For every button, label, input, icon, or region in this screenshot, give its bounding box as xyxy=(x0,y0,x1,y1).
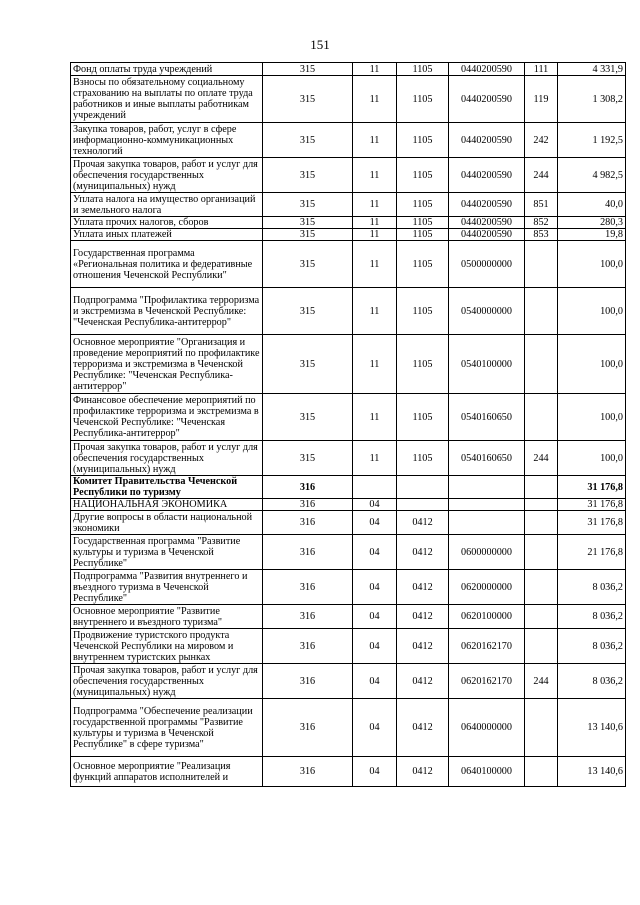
cell-rz: 04 xyxy=(353,605,397,629)
cell-rz: 11 xyxy=(353,288,397,335)
cell-name: Продвижение туристского продукта Чеченской Республики на мировом и внутреннем туристских рынках xyxy=(71,629,263,664)
cell-vr xyxy=(525,629,558,664)
cell-vr xyxy=(525,605,558,629)
cell-name: Подпрограмма "Развития внутреннего и въездного туризма в Чеченской Республике" xyxy=(71,570,263,605)
cell-csr: 0540000000 xyxy=(449,288,525,335)
table-row xyxy=(71,394,626,441)
cell-vr xyxy=(525,570,558,605)
cell-pr: 0412 xyxy=(397,629,449,664)
cell-csr: 0540160650 xyxy=(449,394,525,441)
cell-vr: 244 xyxy=(525,441,558,476)
cell-pr xyxy=(397,476,449,499)
cell-pr: 1105 xyxy=(397,441,449,476)
cell-pr: 1105 xyxy=(397,76,449,123)
cell-vr xyxy=(525,394,558,441)
cell-ved: 316 xyxy=(263,664,353,699)
table-row xyxy=(71,335,626,394)
cell-rz xyxy=(353,476,397,499)
cell-csr xyxy=(449,499,525,511)
cell-pr: 1105 xyxy=(397,335,449,394)
cell-name: Основное мероприятие "Реализация функций аппаратов исполнителей и xyxy=(71,757,263,787)
cell-csr: 0620100000 xyxy=(449,605,525,629)
cell-sum: 8 036,2 xyxy=(558,570,626,605)
table-row xyxy=(71,570,626,605)
cell-name: Взносы по обязательному социальному страхованию на выплаты по оплате труда работников и иные выплаты работникам учреждений xyxy=(71,76,263,123)
cell-rz: 11 xyxy=(353,441,397,476)
cell-ved: 315 xyxy=(263,288,353,335)
cell-pr: 1105 xyxy=(397,217,449,229)
cell-sum: 100,0 xyxy=(558,394,626,441)
cell-csr: 0440200590 xyxy=(449,193,525,217)
cell-ved: 315 xyxy=(263,217,353,229)
cell-csr: 0620162170 xyxy=(449,629,525,664)
cell-sum: 1 192,5 xyxy=(558,123,626,158)
cell-sum: 31 176,8 xyxy=(558,499,626,511)
cell-ved: 315 xyxy=(263,158,353,193)
cell-pr: 1105 xyxy=(397,193,449,217)
cell-csr: 0620000000 xyxy=(449,570,525,605)
cell-rz: 11 xyxy=(353,158,397,193)
cell-vr xyxy=(525,476,558,499)
cell-sum: 31 176,8 xyxy=(558,511,626,535)
cell-ved: 315 xyxy=(263,441,353,476)
cell-csr: 0540160650 xyxy=(449,441,525,476)
table-row xyxy=(71,229,626,241)
cell-sum: 4 982,5 xyxy=(558,158,626,193)
table-row xyxy=(71,76,626,123)
cell-vr: 244 xyxy=(525,158,558,193)
cell-sum: 13 140,6 xyxy=(558,699,626,757)
cell-rz: 11 xyxy=(353,193,397,217)
table-row xyxy=(71,441,626,476)
table-row xyxy=(71,476,626,499)
table-row xyxy=(71,158,626,193)
cell-ved: 316 xyxy=(263,699,353,757)
cell-ved: 316 xyxy=(263,476,353,499)
cell-csr: 0440200590 xyxy=(449,229,525,241)
cell-csr: 0440200590 xyxy=(449,63,525,76)
cell-name: Другие вопросы в области национальной экономики xyxy=(71,511,263,535)
cell-pr: 1105 xyxy=(397,63,449,76)
cell-vr: 242 xyxy=(525,123,558,158)
cell-sum: 8 036,2 xyxy=(558,629,626,664)
cell-rz: 11 xyxy=(353,76,397,123)
cell-pr: 1105 xyxy=(397,241,449,288)
cell-vr xyxy=(525,535,558,570)
cell-name: Фонд оплаты труда учреждений xyxy=(71,63,263,76)
cell-sum: 21 176,8 xyxy=(558,535,626,570)
cell-csr: 0600000000 xyxy=(449,535,525,570)
cell-pr: 0412 xyxy=(397,511,449,535)
cell-vr: 853 xyxy=(525,229,558,241)
cell-ved: 316 xyxy=(263,535,353,570)
cell-rz: 04 xyxy=(353,570,397,605)
cell-pr: 0412 xyxy=(397,535,449,570)
table-row xyxy=(71,193,626,217)
table-row xyxy=(71,535,626,570)
cell-ved: 316 xyxy=(263,511,353,535)
cell-sum: 100,0 xyxy=(558,241,626,288)
cell-csr: 0440200590 xyxy=(449,217,525,229)
cell-sum: 8 036,2 xyxy=(558,605,626,629)
cell-pr: 0412 xyxy=(397,570,449,605)
cell-sum: 8 036,2 xyxy=(558,664,626,699)
table-row xyxy=(71,757,626,787)
table-row xyxy=(71,699,626,757)
cell-csr: 0500000000 xyxy=(449,241,525,288)
cell-vr: 119 xyxy=(525,76,558,123)
cell-rz: 04 xyxy=(353,664,397,699)
cell-vr xyxy=(525,757,558,787)
cell-sum: 19,8 xyxy=(558,229,626,241)
cell-pr xyxy=(397,499,449,511)
cell-rz: 04 xyxy=(353,535,397,570)
table-row xyxy=(71,123,626,158)
cell-rz: 11 xyxy=(353,229,397,241)
table-row xyxy=(71,63,626,76)
cell-name: Подпрограмма "Обеспечение реализации государственной программы "Развитие культуры и туризма в Чеченской Республике" в сфере туризма" xyxy=(71,699,263,757)
cell-pr: 1105 xyxy=(397,158,449,193)
cell-pr: 0412 xyxy=(397,757,449,787)
cell-sum: 31 176,8 xyxy=(558,476,626,499)
cell-name: Уплата налога на имущество организаций и земельного налога xyxy=(71,193,263,217)
table-row xyxy=(71,664,626,699)
cell-rz: 11 xyxy=(353,123,397,158)
table-row xyxy=(71,241,626,288)
cell-rz: 04 xyxy=(353,511,397,535)
cell-ved: 315 xyxy=(263,335,353,394)
cell-name: Финансовое обеспечение мероприятий по профилактике терроризма и экстремизма в Чеченской Республике: "Чеченская Республика-антитеррор" xyxy=(71,394,263,441)
cell-vr: 244 xyxy=(525,664,558,699)
cell-rz: 11 xyxy=(353,63,397,76)
cell-vr xyxy=(525,499,558,511)
cell-name: Подпрограмма "Профилактика терроризма и экстремизма в Чеченской Республике: "Чеченская Республика-антитеррор" xyxy=(71,288,263,335)
cell-csr: 0640000000 xyxy=(449,699,525,757)
cell-vr xyxy=(525,288,558,335)
table-row xyxy=(71,629,626,664)
cell-vr: 111 xyxy=(525,63,558,76)
cell-sum: 280,3 xyxy=(558,217,626,229)
cell-csr: 0440200590 xyxy=(449,123,525,158)
cell-ved: 316 xyxy=(263,570,353,605)
cell-name: Закупка товаров, работ, услуг в сфере информационно-коммуникационных технологий xyxy=(71,123,263,158)
cell-name: Государственная программа «Региональная политика и федеративные отношения Чеченской Республики" xyxy=(71,241,263,288)
cell-csr: 0440200590 xyxy=(449,158,525,193)
cell-ved: 315 xyxy=(263,241,353,288)
cell-ved: 315 xyxy=(263,123,353,158)
table-row xyxy=(71,511,626,535)
cell-vr: 852 xyxy=(525,217,558,229)
cell-vr: 851 xyxy=(525,193,558,217)
cell-pr: 1105 xyxy=(397,229,449,241)
cell-name: Основное мероприятие "Организация и проведение мероприятий по профилактике терроризма и экстремизма в Чеченской Республике: "Чеченская Республика-антитеррор" xyxy=(71,335,263,394)
cell-pr: 0412 xyxy=(397,699,449,757)
cell-ved: 316 xyxy=(263,605,353,629)
cell-sum: 100,0 xyxy=(558,288,626,335)
cell-rz: 11 xyxy=(353,335,397,394)
cell-ved: 315 xyxy=(263,394,353,441)
cell-rz: 04 xyxy=(353,629,397,664)
cell-vr xyxy=(525,335,558,394)
cell-sum: 100,0 xyxy=(558,441,626,476)
budget-table xyxy=(70,62,626,787)
cell-rz: 04 xyxy=(353,699,397,757)
cell-pr: 0412 xyxy=(397,664,449,699)
table-body xyxy=(71,63,626,787)
table-row xyxy=(71,499,626,511)
cell-pr: 1105 xyxy=(397,394,449,441)
cell-sum: 1 308,2 xyxy=(558,76,626,123)
cell-rz: 04 xyxy=(353,499,397,511)
cell-ved: 316 xyxy=(263,499,353,511)
cell-pr: 0412 xyxy=(397,605,449,629)
table-row xyxy=(71,605,626,629)
cell-name: Прочая закупка товаров, работ и услуг для обеспечения государственных (муниципальных) нужд xyxy=(71,441,263,476)
cell-sum: 100,0 xyxy=(558,335,626,394)
cell-pr: 1105 xyxy=(397,288,449,335)
cell-ved: 316 xyxy=(263,757,353,787)
cell-ved: 315 xyxy=(263,229,353,241)
cell-sum: 40,0 xyxy=(558,193,626,217)
cell-name: Уплата иных платежей xyxy=(71,229,263,241)
cell-csr xyxy=(449,511,525,535)
cell-csr: 0640100000 xyxy=(449,757,525,787)
table-row xyxy=(71,288,626,335)
cell-ved: 316 xyxy=(263,629,353,664)
cell-rz: 04 xyxy=(353,757,397,787)
cell-rz: 11 xyxy=(353,394,397,441)
cell-rz: 11 xyxy=(353,217,397,229)
cell-ved: 315 xyxy=(263,76,353,123)
cell-vr xyxy=(525,241,558,288)
cell-ved: 315 xyxy=(263,63,353,76)
cell-csr xyxy=(449,476,525,499)
cell-name: Прочая закупка товаров, работ и услуг для обеспечения государственных (муниципальных) нужд xyxy=(71,158,263,193)
cell-name: Комитет Правительства Чеченской Республики по туризму xyxy=(71,476,263,499)
cell-name: Государственная программа "Развитие культуры и туризма в Чеченской Республике" xyxy=(71,535,263,570)
cell-name: НАЦИОНАЛЬНАЯ ЭКОНОМИКА xyxy=(71,499,263,511)
cell-sum: 4 331,9 xyxy=(558,63,626,76)
cell-pr: 1105 xyxy=(397,123,449,158)
page-number: 151 xyxy=(310,37,330,52)
table-row xyxy=(71,217,626,229)
cell-csr: 0440200590 xyxy=(449,76,525,123)
cell-rz: 11 xyxy=(353,241,397,288)
cell-csr: 0540100000 xyxy=(449,335,525,394)
cell-csr: 0620162170 xyxy=(449,664,525,699)
cell-name: Уплата прочих налогов, сборов xyxy=(71,217,263,229)
cell-ved: 315 xyxy=(263,193,353,217)
cell-vr xyxy=(525,511,558,535)
cell-name: Прочая закупка товаров, работ и услуг для обеспечения государственных (муниципальных) нужд xyxy=(71,664,263,699)
cell-name: Основное мероприятие "Развитие внутреннего и въездного туризма" xyxy=(71,605,263,629)
cell-sum: 13 140,6 xyxy=(558,757,626,787)
cell-vr xyxy=(525,699,558,757)
